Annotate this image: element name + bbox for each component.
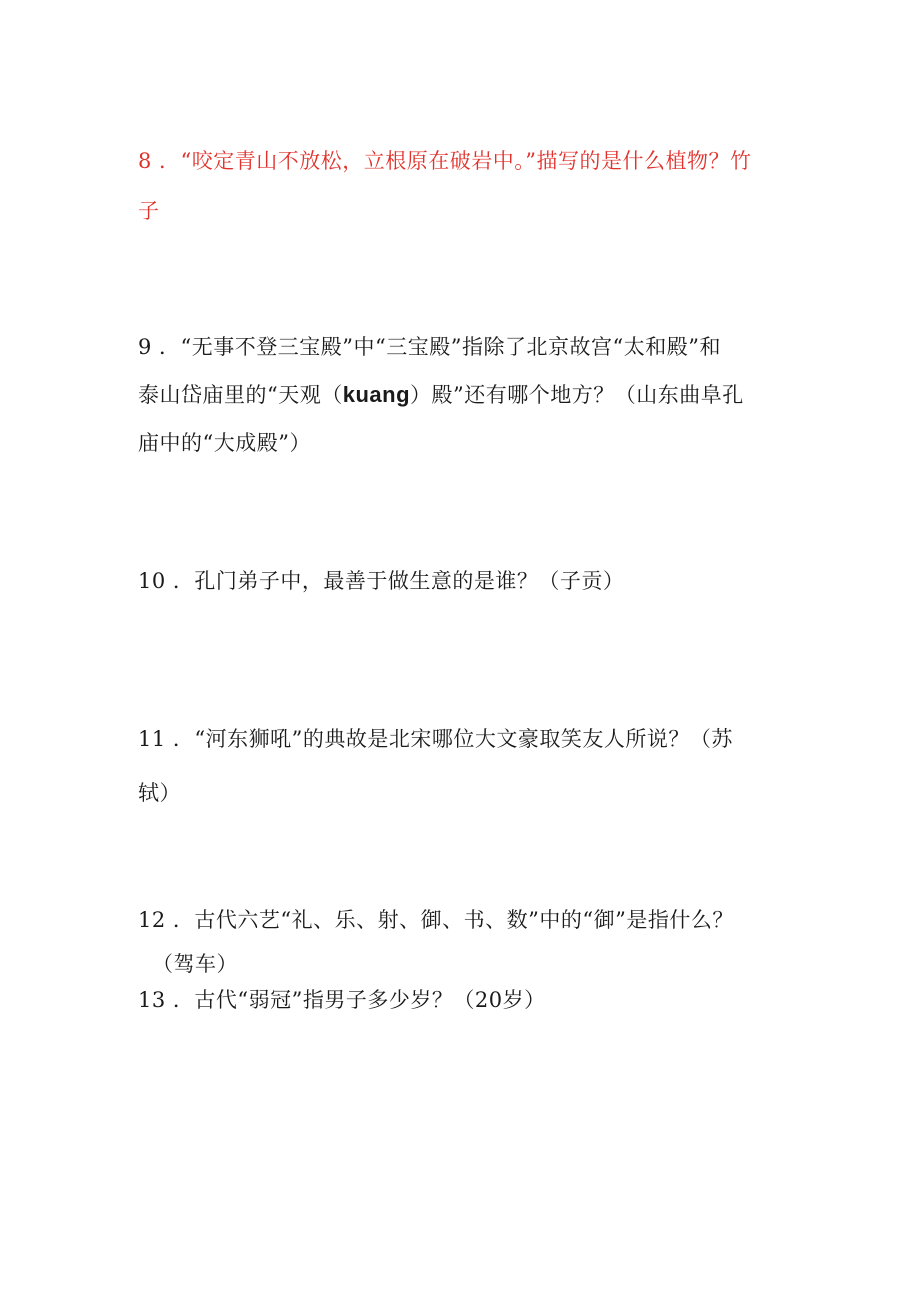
question-11 <box>138 712 788 820</box>
question-9-line-3: 庙中的“大成殿”） <box>138 431 311 455</box>
pinyin-annotation: kuang <box>342 382 411 407</box>
question-9-line-2 <box>138 371 788 419</box>
question-12 <box>138 898 788 986</box>
question-9 <box>138 323 788 467</box>
question-12-line-2: （驾车） <box>152 952 238 976</box>
question-9-line-2-post: ）殿”还有哪个地方？（山东曲阜孔 <box>410 383 744 407</box>
question-9-line-2-pre: 泰山岱庙里的“天观（ <box>138 383 343 407</box>
question-10-line-1: 10 ．孔门弟子中，最善于做生意的是谁？（子贡） <box>138 569 625 593</box>
question-11-line-2: 轼） <box>138 781 181 805</box>
question-8-line-2: 子 <box>138 199 160 223</box>
question-11-line-1: 11 ．“河东狮吼”的典故是北宋哪位大文豪取笑友人所说？（苏 <box>138 727 733 751</box>
question-9-line-1: 9 ．“无事不登三宝殿”中“三宝殿”指除了北京故宫“太和殿”和 <box>138 335 721 359</box>
question-13-line-1: 13 ．古代“弱冠”指男子多少岁？（20岁） <box>138 988 546 1012</box>
question-8-line-1: 8 ．“咬定青山不放松，立根原在破岩中。”描写的是什么植物？竹 <box>138 149 752 173</box>
question-8 <box>138 136 788 236</box>
question-13 <box>138 984 788 1016</box>
question-12-line-1: 12 ．古代六艺“礼、乐、射、御、书、数”中的“御”是指什么？ <box>138 908 734 932</box>
question-10 <box>138 565 788 597</box>
